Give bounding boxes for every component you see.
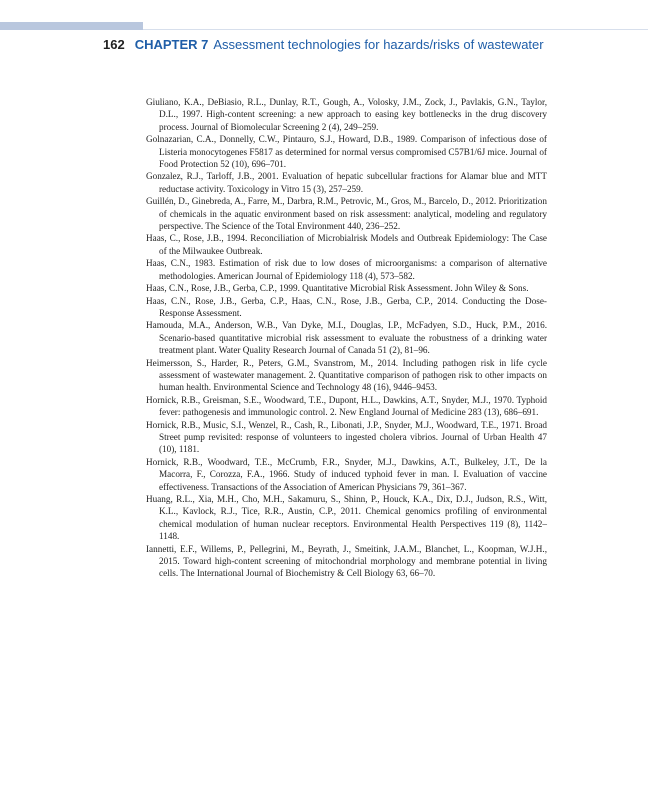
reference-entry: Huang, R.L., Xia, M.H., Cho, M.H., Sakamuru, S., Shinn, P., Houck, K.A., Dix, D.J., Judson, R.S., Witt, K.L., Kavlock, R.J., Tice, R.R., Austin, C.P., 2011. Chemical genomics profiling of environmental chemical modulation of human nuclear receptors. Environmental Health Perspectives 119 (8), 1142–1148. bbox=[146, 494, 547, 542]
reference-entry: Haas, C., Rose, J.B., 1994. Reconciliation of Microbialrisk Models and Outbreak Epidemiology: The Case of the Milwaukee Outbreak. bbox=[146, 233, 547, 256]
chapter-label: CHAPTER 7 bbox=[134, 37, 209, 52]
reference-entry: Hornick, R.B., Music, S.I., Wenzel, R., Cash, R., Libonati, J.P., Snyder, M.J., Woodward, T.E., 1971. Broad Street pump revisited: response of volunteers to ingested cholera vibrios. Journal of Urban Health 47 (10), 1181. bbox=[146, 419, 547, 455]
reference-entry: Heimersson, S., Harder, R., Peters, G.M., Svanstrom, M., 2014. Including pathogen risk in life cycle assessment of wastewater management. 2. Quantitative comparison of pathogen risk to other impacts on human health. Environmental Science and Technology 48 (16), 9446–9453. bbox=[146, 357, 547, 393]
reference-entry: Haas, C.N., Rose, J.B., Gerba, C.P., 1999. Quantitative Microbial Risk Assessment. John Wiley & Sons. bbox=[146, 283, 529, 294]
reference-entry: Hamouda, M.A., Anderson, W.B., Van Dyke, M.I., Douglas, I.P., McFadyen, S.D., Huck, P.M., 2016. Scenario-based quantitative microbial risk assessment to evaluate the robustness of a drinking water treatment plant. Water Quality Research Journal of Canada 51 (2), 81–96. bbox=[146, 320, 547, 356]
reference-entry: Golnazarian, C.A., Donnelly, C.W., Pintauro, S.J., Howard, D.B., 1989. Comparison of infectious dose of Listeria monocytogenes F5817 as determined for normal versus compromised C57B1/6J mice. Journal of Food Protection 52 (10), 696–701. bbox=[146, 134, 547, 170]
header-accent-bar bbox=[0, 22, 143, 30]
reference-list bbox=[146, 96, 547, 580]
running-header bbox=[103, 37, 544, 53]
chapter-title: Assessment technologies for hazards/risks of wastewater bbox=[213, 37, 544, 52]
reference-entry: Hornick, R.B., Greisman, S.E., Woodward, T.E., Dupont, H.L., Dawkins, A.T., Snyder, M.J., 1970. Typhoid fever: pathogenesis and immunologic control. 2. New England Journal of Medicine 283 (13), 686–691. bbox=[146, 394, 547, 418]
page-number: 162 bbox=[103, 37, 125, 52]
reference-entry: Haas, C.N., 1983. Estimation of risk due to low doses of microorganisms: a comparison of alternative methodologies. American Journal of Epidemiology 118 (4), 573–582. bbox=[146, 258, 547, 281]
reference-entry: Guillén, D., Ginebreda, A., Farre, M., Darbra, R.M., Petrovic, M., Gros, M., Barcelo, D., 2012. Prioritization of chemicals in the aquatic environment based on risk assessment: analytical, modeling and regulatory perspective. The Science of the Total Environment 440, 236–252. bbox=[146, 196, 547, 232]
reference-entry: Gonzalez, R.J., Tarloff, J.B., 2001. Evaluation of hepatic subcellular fractions for Alamar blue and MTT reductase activity. Toxicology in Vitro 15 (3), 257–259. bbox=[146, 171, 547, 194]
header-rule bbox=[143, 29, 648, 30]
reference-entry: Iannetti, E.F., Willems, P., Pellegrini, M., Beyrath, J., Smeitink, J.A.M., Blanchet, L., Koopman, W.J.H., 2015. Toward high-content screening of mitochondrial morphology and membrane potential in living cells. The International Journal of Biochemistry & Cell Biology 63, 66–70. bbox=[146, 543, 547, 579]
reference-entry: Giuliano, K.A., DeBiasio, R.L., Dunlay, R.T., Gough, A., Volosky, J.M., Zock, J., Pavlakis, G.N., Taylor, D.L., 1997. High-content screening: a new approach to easing key bottlenecks in the drug discovery process. Journal of Biomolecular Screening 2 (4), 249–259. bbox=[146, 97, 547, 132]
reference-entry: Haas, C.N., Rose, J.B., Gerba, C.P., Haas, C.N., Rose, J.B., Gerba, C.P., 2014. Conducting the Dose-Response Assessment. bbox=[146, 295, 547, 318]
reference-entry: Hornick, R.B., Woodward, T.E., McCrumb, F.R., Snyder, M.J., Dawkins, A.T., Bulkeley, J.T., De la Macorra, F., Corozza, F.A., 1966. Study of induced typhoid fever in man. I. Evaluation of vaccine effectiveness. Transactions of the Association of American Physicians 79, 361–367. bbox=[146, 456, 547, 492]
